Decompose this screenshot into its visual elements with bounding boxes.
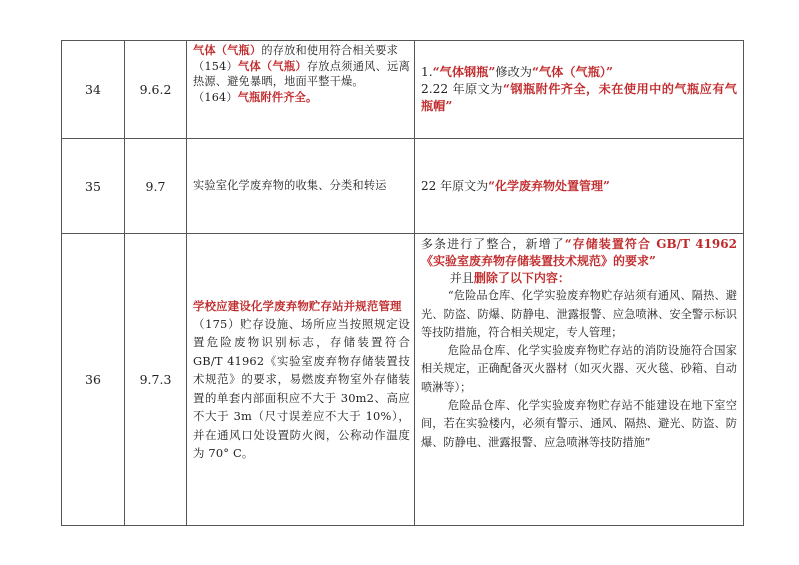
item-code: （154） bbox=[193, 59, 238, 73]
regulation-comparison-table bbox=[61, 40, 744, 526]
highlight-text: “气体钢瓶” bbox=[432, 65, 496, 79]
note-line bbox=[421, 269, 737, 287]
clause-description bbox=[187, 139, 415, 234]
row-number: 34 bbox=[62, 41, 125, 139]
plain-text: 1. bbox=[421, 65, 433, 79]
plain-text: 实验室化学废弃物的收集、分类和转运 bbox=[193, 179, 387, 193]
deleted-item: 危险品仓库、化学实验废弃物贮存站的消防设施符合国家相关规定，正确配备灭火器材（如灭火器、灭火毯、砂箱、自动喷淋等）； bbox=[421, 344, 737, 394]
plain-text: 多条进行了整合，新增了 bbox=[421, 237, 565, 251]
plain-text: 2.22 年原文为 bbox=[421, 82, 503, 96]
highlight-text: 气瓶附件齐全。 bbox=[237, 89, 318, 104]
deleted-item: 危险品仓库、化学实验废弃物贮存站不能建设在地下室空间，若在实验楼内，必须有警示、通风、隔热、避光、防盗、防爆、防静电、泄露报警、应急喷淋等技防措施” bbox=[421, 399, 737, 449]
table-row bbox=[62, 234, 744, 526]
clause-item bbox=[193, 90, 410, 106]
plain-text: 修改为 bbox=[495, 65, 532, 79]
row-number: 35 bbox=[62, 139, 125, 234]
plain-text: 并且 bbox=[449, 271, 474, 285]
clause-item bbox=[193, 59, 410, 90]
plain-text: 22 年原文为 bbox=[421, 178, 489, 193]
clause-number: 9.7.3 bbox=[125, 234, 187, 526]
row-number: 36 bbox=[62, 234, 125, 526]
highlight-text: 删除了以下内容： bbox=[473, 271, 570, 285]
clause-description bbox=[187, 41, 415, 139]
clause-title bbox=[193, 43, 410, 59]
clause-title: 学校应建设化学废弃物贮存站并规范管理 bbox=[193, 298, 402, 313]
highlight-text: 气体（气瓶） bbox=[237, 58, 307, 73]
table-row bbox=[62, 41, 744, 139]
item-code: （164） bbox=[193, 90, 238, 104]
change-note bbox=[415, 234, 744, 526]
clause-number: 9.6.2 bbox=[125, 41, 187, 139]
highlight-text: 气体（气瓶） bbox=[193, 43, 262, 57]
clause-description bbox=[187, 234, 415, 526]
clause-item: （175）贮存设施、场所应当按照规定设置危险废物识别标志，存储装置符合 GB/T 41962《实验室废弃物存储装置技术规范》的要求，易燃废弃物室外存储装置的单套内部面积应不大于 30m2、高应不大于 3m（尺寸误差应不大于 10%），并在通风口处设置防火阀，公称动作温度为 70° C。 bbox=[193, 317, 410, 460]
plain-text: 的存放和使用符合相关要求 bbox=[261, 44, 398, 57]
highlight-text: “气体（气瓶）” bbox=[531, 65, 614, 79]
note-line bbox=[421, 64, 737, 81]
note-line bbox=[421, 236, 737, 269]
plain-text: 存放点须通风、远离热源、避免暴晒，地面平整干燥。 bbox=[193, 59, 410, 88]
highlight-text: “钢瓶附件齐全，未在使用中的气瓶应有气瓶帽” bbox=[421, 82, 737, 113]
note-line bbox=[421, 81, 737, 115]
highlight-text: “存储装置符合 GB/T 41962《实验室废弃物存储装置技术规范》的要求” bbox=[421, 237, 737, 268]
clause-number: 9.7 bbox=[125, 139, 187, 234]
change-note bbox=[415, 139, 744, 234]
highlight-text: “化学废弃物处置管理” bbox=[488, 178, 610, 193]
table-row bbox=[62, 139, 744, 234]
change-note bbox=[415, 41, 744, 139]
deleted-item: “危险品仓库、化学实验废弃物贮存站须有通风、隔热、避光、防盗、防爆、防静电、泄露报警、应急喷淋、安全警示标识等技防措施，符合相关规定，专人管理； bbox=[421, 289, 737, 339]
